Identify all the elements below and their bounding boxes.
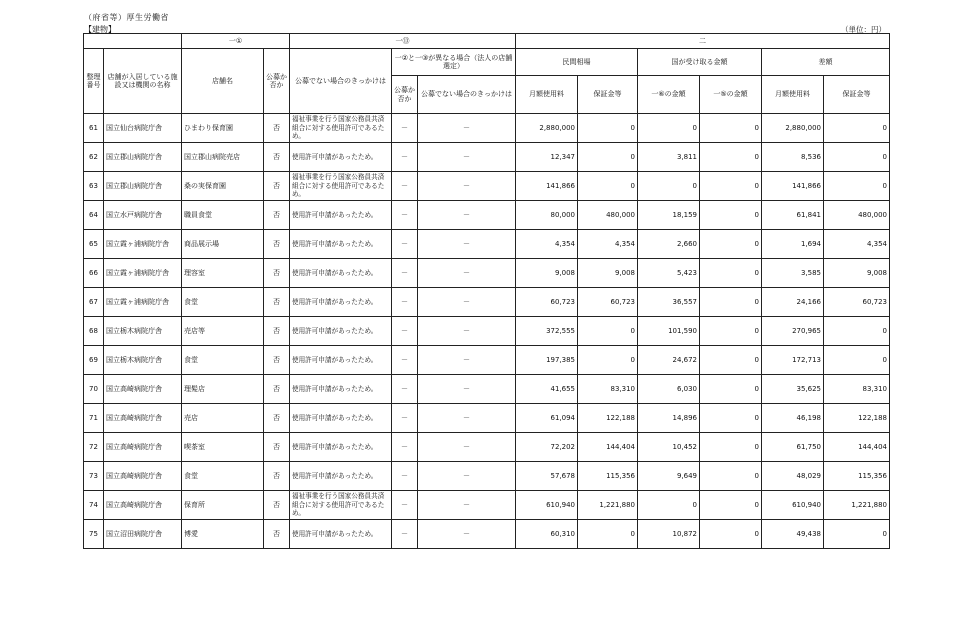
table-row [84, 346, 890, 375]
table-row [84, 462, 890, 491]
reason-text: 使用許可申請があったため。 [290, 259, 392, 288]
deposit: 0 [578, 520, 638, 549]
public-status-2: － [392, 317, 418, 346]
amount-6: 2,660 [638, 230, 700, 259]
header-amount-6: 一⑥の金額 [638, 76, 700, 114]
amount-5: 0 [700, 317, 762, 346]
amount-5: 0 [700, 462, 762, 491]
deposit: 0 [578, 143, 638, 172]
row-number: 65 [84, 230, 104, 259]
amount-6: 9,649 [638, 462, 700, 491]
amount-5: 0 [700, 172, 762, 201]
reason-text-2: － [418, 346, 516, 375]
deposit-gap: 0 [824, 346, 890, 375]
group-header-2: 二 [516, 34, 890, 49]
store-name: 桑の実保育園 [182, 172, 264, 201]
reason-text: 使用許可申請があったため。 [290, 433, 392, 462]
header-diff-selection: 一②と一③が異なる場合（法人の店舗選定） [392, 49, 516, 76]
amount-5: 0 [700, 404, 762, 433]
reason-text: 使用許可申請があったため。 [290, 317, 392, 346]
table-row [84, 259, 890, 288]
public-status: 否 [264, 230, 290, 259]
store-name: 商品展示場 [182, 230, 264, 259]
deposit-gap: 480,000 [824, 201, 890, 230]
rent-gap: 610,940 [762, 491, 824, 520]
store-name: 売店 [182, 404, 264, 433]
reason-text-2: － [418, 462, 516, 491]
header-facility: 店舗が入居している施設又は機関の名称 [104, 49, 182, 114]
amount-6: 14,896 [638, 404, 700, 433]
amount-6: 6,030 [638, 375, 700, 404]
public-status-2: － [392, 259, 418, 288]
public-status: 否 [264, 433, 290, 462]
table-row [84, 375, 890, 404]
store-name: 保育所 [182, 491, 264, 520]
amount-6: 24,672 [638, 346, 700, 375]
reason-text: 福祉事業を行う国家公務員共済組合に対する使用許可であるため。 [290, 491, 392, 520]
reason-text: 使用許可申請があったため。 [290, 404, 392, 433]
deposit-gap: 4,354 [824, 230, 890, 259]
facility-name: 国立仙台病院庁舎 [104, 114, 182, 143]
amount-6: 3,811 [638, 143, 700, 172]
amount-6: 10,452 [638, 433, 700, 462]
monthly-rent: 60,310 [516, 520, 578, 549]
header-public-2: 公募か否か [392, 76, 418, 114]
reason-text: 福祉事業を行う国家公務員共済組合に対する使用許可であるため。 [290, 114, 392, 143]
rent-gap: 49,438 [762, 520, 824, 549]
amount-6: 36,557 [638, 288, 700, 317]
amount-6: 0 [638, 172, 700, 201]
public-status: 否 [264, 172, 290, 201]
public-status: 否 [264, 346, 290, 375]
group-header-1: 一① [182, 34, 290, 49]
property-table [83, 33, 890, 549]
deposit-gap: 144,404 [824, 433, 890, 462]
blank-header-cell [84, 34, 182, 49]
monthly-rent: 57,678 [516, 462, 578, 491]
table-row [84, 433, 890, 462]
reason-text-2: － [418, 259, 516, 288]
monthly-rent: 372,555 [516, 317, 578, 346]
reason-text-2: － [418, 404, 516, 433]
monthly-rent: 12,347 [516, 143, 578, 172]
monthly-rent: 4,354 [516, 230, 578, 259]
rent-gap: 46,198 [762, 404, 824, 433]
deposit-gap: 1,221,880 [824, 491, 890, 520]
public-status: 否 [264, 201, 290, 230]
public-status-2: － [392, 520, 418, 549]
deposit: 0 [578, 114, 638, 143]
public-status: 否 [264, 259, 290, 288]
store-name: 職員食堂 [182, 201, 264, 230]
amount-6: 101,590 [638, 317, 700, 346]
store-name: 食堂 [182, 462, 264, 491]
deposit: 83,310 [578, 375, 638, 404]
reason-text-2: － [418, 375, 516, 404]
table-row [84, 201, 890, 230]
reason-text: 使用許可申請があったため。 [290, 375, 392, 404]
rent-gap: 1,694 [762, 230, 824, 259]
rent-gap: 61,750 [762, 433, 824, 462]
facility-name: 国立高崎病院庁舎 [104, 404, 182, 433]
monthly-rent: 610,940 [516, 491, 578, 520]
row-number: 75 [84, 520, 104, 549]
deposit: 60,723 [578, 288, 638, 317]
header-rent-gap: 月額使用料 [762, 76, 824, 114]
reason-text: 使用許可申請があったため。 [290, 288, 392, 317]
monthly-rent: 141,866 [516, 172, 578, 201]
amount-5: 0 [700, 491, 762, 520]
row-number: 61 [84, 114, 104, 143]
table-row [84, 520, 890, 549]
public-status-2: － [392, 462, 418, 491]
reason-text: 使用許可申請があったため。 [290, 230, 392, 259]
amount-5: 0 [700, 201, 762, 230]
deposit-gap: 0 [824, 317, 890, 346]
public-status: 否 [264, 520, 290, 549]
table-row [84, 317, 890, 346]
public-status-2: － [392, 172, 418, 201]
row-number: 67 [84, 288, 104, 317]
reason-text-2: － [418, 114, 516, 143]
amount-5: 0 [700, 288, 762, 317]
facility-name: 国立高崎病院庁舎 [104, 375, 182, 404]
facility-name: 国立高崎病院庁舎 [104, 433, 182, 462]
store-name: 国立郡山病院売店 [182, 143, 264, 172]
reason-text: 使用許可申請があったため。 [290, 520, 392, 549]
rent-gap: 35,625 [762, 375, 824, 404]
public-status: 否 [264, 404, 290, 433]
public-status: 否 [264, 317, 290, 346]
facility-name: 国立霞ヶ浦病院庁舎 [104, 259, 182, 288]
rent-gap: 48,029 [762, 462, 824, 491]
row-number: 69 [84, 346, 104, 375]
deposit: 9,008 [578, 259, 638, 288]
facility-name: 国立栃木病院庁舎 [104, 346, 182, 375]
reason-text: 福祉事業を行う国家公務員共済組合に対する使用許可であるため。 [290, 172, 392, 201]
public-status-2: － [392, 201, 418, 230]
reason-text: 使用許可申請があったため。 [290, 201, 392, 230]
deposit: 4,354 [578, 230, 638, 259]
amount-5: 0 [700, 259, 762, 288]
monthly-rent: 197,385 [516, 346, 578, 375]
monthly-rent: 41,655 [516, 375, 578, 404]
rent-gap: 141,866 [762, 172, 824, 201]
deposit-gap: 60,723 [824, 288, 890, 317]
reason-text-2: － [418, 172, 516, 201]
row-number: 71 [84, 404, 104, 433]
deposit-gap: 122,188 [824, 404, 890, 433]
header-amount-5: 一⑤の金額 [700, 76, 762, 114]
amount-6: 0 [638, 114, 700, 143]
store-name: 売店等 [182, 317, 264, 346]
reason-text-2: － [418, 520, 516, 549]
reason-text-2: － [418, 230, 516, 259]
public-status-2: － [392, 375, 418, 404]
amount-6: 18,159 [638, 201, 700, 230]
facility-name: 国立栃木病院庁舎 [104, 317, 182, 346]
monthly-rent: 80,000 [516, 201, 578, 230]
facility-name: 国立霞ヶ浦病院庁舎 [104, 230, 182, 259]
monthly-rent: 2,880,000 [516, 114, 578, 143]
public-status-2: － [392, 288, 418, 317]
facility-name: 国立沼田病院庁舎 [104, 520, 182, 549]
header-number: 整理番号 [84, 49, 104, 114]
reason-text-2: － [418, 317, 516, 346]
table-row [84, 230, 890, 259]
monthly-rent: 9,008 [516, 259, 578, 288]
public-status: 否 [264, 491, 290, 520]
deposit-gap: 0 [824, 520, 890, 549]
header-reason-2: 公募でない場合のきっかけは [418, 76, 516, 114]
header-reason: 公募でない場合のきっかけは [290, 49, 392, 114]
deposit-gap: 115,356 [824, 462, 890, 491]
amount-6: 0 [638, 491, 700, 520]
amount-6: 10,872 [638, 520, 700, 549]
rent-gap: 61,841 [762, 201, 824, 230]
header-monthly-rent: 月額使用料 [516, 76, 578, 114]
table-row [84, 143, 890, 172]
deposit: 0 [578, 346, 638, 375]
reason-text: 使用許可申請があったため。 [290, 143, 392, 172]
public-status: 否 [264, 114, 290, 143]
store-name: 理容室 [182, 259, 264, 288]
row-number: 73 [84, 462, 104, 491]
header-govt-amount: 国が受け取る金額 [638, 49, 762, 76]
table-row [84, 491, 890, 520]
reason-text-2: － [418, 491, 516, 520]
reason-text-2: － [418, 288, 516, 317]
deposit: 115,356 [578, 462, 638, 491]
amount-5: 0 [700, 520, 762, 549]
public-status-2: － [392, 346, 418, 375]
header-deposit: 保証金等 [578, 76, 638, 114]
monthly-rent: 60,723 [516, 288, 578, 317]
facility-name: 国立水戸病院庁舎 [104, 201, 182, 230]
ministry-label: （府省等）厚生労働省 [84, 13, 169, 22]
row-number: 72 [84, 433, 104, 462]
header-difference: 差額 [762, 49, 890, 76]
rent-gap: 172,713 [762, 346, 824, 375]
deposit: 1,221,880 [578, 491, 638, 520]
public-status-2: － [392, 491, 418, 520]
row-number: 63 [84, 172, 104, 201]
header-private-market: 民間相場 [516, 49, 638, 76]
rent-gap: 24,166 [762, 288, 824, 317]
facility-name: 国立高崎病院庁舎 [104, 491, 182, 520]
table-row [84, 288, 890, 317]
store-name: ひまわり保育園 [182, 114, 264, 143]
reason-text: 使用許可申請があったため。 [290, 462, 392, 491]
rent-gap: 2,880,000 [762, 114, 824, 143]
amount-5: 0 [700, 375, 762, 404]
public-status-2: － [392, 114, 418, 143]
amount-5: 0 [700, 114, 762, 143]
row-number: 64 [84, 201, 104, 230]
header-public: 公募か否か [264, 49, 290, 114]
deposit: 144,404 [578, 433, 638, 462]
facility-name: 国立高崎病院庁舎 [104, 462, 182, 491]
public-status-2: － [392, 404, 418, 433]
row-number: 70 [84, 375, 104, 404]
store-name: 食堂 [182, 288, 264, 317]
reason-text: 使用許可申請があったため。 [290, 346, 392, 375]
store-name: 食堂 [182, 346, 264, 375]
amount-5: 0 [700, 346, 762, 375]
public-status: 否 [264, 462, 290, 491]
public-status-2: － [392, 230, 418, 259]
store-name: 理髪店 [182, 375, 264, 404]
deposit-gap: 0 [824, 114, 890, 143]
facility-name: 国立霞ヶ浦病院庁舎 [104, 288, 182, 317]
reason-text-2: － [418, 143, 516, 172]
table-row [84, 114, 890, 143]
public-status-2: － [392, 433, 418, 462]
rent-gap: 3,585 [762, 259, 824, 288]
store-name: 博愛 [182, 520, 264, 549]
deposit-gap: 83,310 [824, 375, 890, 404]
amount-6: 5,423 [638, 259, 700, 288]
row-number: 68 [84, 317, 104, 346]
unit-label: （単位：円） [841, 25, 886, 34]
reason-text-2: － [418, 433, 516, 462]
monthly-rent: 72,202 [516, 433, 578, 462]
table-row [84, 404, 890, 433]
monthly-rent: 61,094 [516, 404, 578, 433]
deposit: 0 [578, 172, 638, 201]
public-status: 否 [264, 288, 290, 317]
reason-text-2: － [418, 201, 516, 230]
deposit-gap: 9,008 [824, 259, 890, 288]
row-number: 62 [84, 143, 104, 172]
row-number: 66 [84, 259, 104, 288]
group-header-13: 一⑬ [290, 34, 516, 49]
table-row [84, 172, 890, 201]
header-store: 店舗名 [182, 49, 264, 114]
rent-gap: 270,965 [762, 317, 824, 346]
deposit-gap: 0 [824, 143, 890, 172]
amount-5: 0 [700, 230, 762, 259]
public-status: 否 [264, 375, 290, 404]
public-status-2: － [392, 143, 418, 172]
facility-name: 国立郡山病院庁舎 [104, 143, 182, 172]
deposit: 480,000 [578, 201, 638, 230]
deposit: 0 [578, 317, 638, 346]
deposit: 122,188 [578, 404, 638, 433]
public-status: 否 [264, 143, 290, 172]
amount-5: 0 [700, 433, 762, 462]
facility-name: 国立郡山病院庁舎 [104, 172, 182, 201]
rent-gap: 8,536 [762, 143, 824, 172]
row-number: 74 [84, 491, 104, 520]
deposit-gap: 0 [824, 172, 890, 201]
header-deposit-gap: 保証金等 [824, 76, 890, 114]
amount-5: 0 [700, 143, 762, 172]
category-label: 【建物】 [84, 25, 116, 34]
store-name: 喫茶室 [182, 433, 264, 462]
